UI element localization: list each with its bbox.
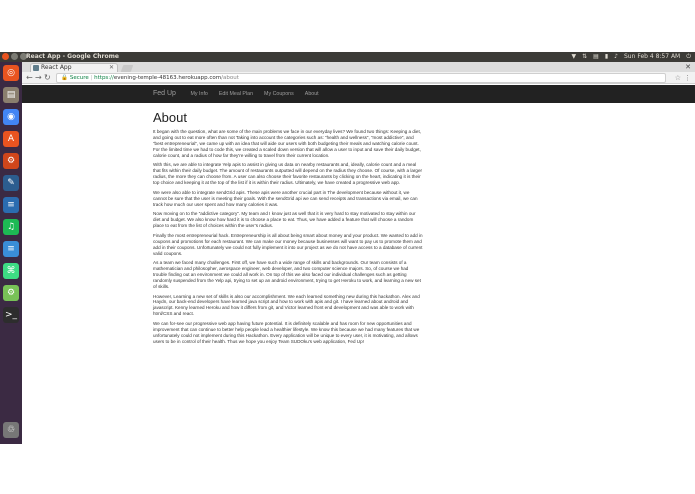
nav-links [185, 85, 324, 103]
address-bar[interactable]: 🔒 Secure | https://evening-temple-48163.herokuapp.com/about [56, 73, 666, 83]
about-paragraph: We can for-see our progressive web app having future potential. It is definitely scalable and has room for new opportunities and improvement that can continue to better help people lead a healthier lifestyle. We know this because we had many features that we unfortunately could not implement during this Hackathon. Every application will be unique to every user, it is motivating, and allows users to be in control of their health. Thus we hope you enjoy Team SUDOku’s web application, Fed Up! [153, 320, 420, 344]
files-icon[interactable]: ▤ [3, 87, 19, 103]
tab-close-icon[interactable]: ✕ [108, 64, 114, 71]
launcher-sidebar [0, 62, 22, 444]
about-paragraphs [153, 129, 423, 345]
window-close-icon[interactable]: ✕ [685, 63, 691, 71]
minimize-window-button[interactable] [11, 53, 18, 60]
terminal-icon[interactable]: >_ [3, 307, 19, 323]
secure-label: Secure [69, 75, 89, 81]
system-indicators [572, 52, 691, 62]
tab-title: React App [41, 64, 72, 71]
about-paragraph: With this, we are able to integrate Yelp apis to assist in giving us data on nearby restaurants and, ideally, calorie count and a meal that fits within their daily budget. The amount of restaurants outputted will depend on the radius they choose. Of course, with a larger radius, the more they can choose from. A user can also choose their favorite restaurants by clicking on the heart, indicating it is their top choice and keeping it at the top of the list if it is within their radius. Ultimately, we have created a progressive web app. [153, 162, 423, 186]
about-paragraph: Finally the most entrepreneurial hack. Entrepreneurship is all about being smart about money and your product. We wanted to add in coupons and promotions for each restaurant. We can make our money because businesses will want to pay us to promote them and add in their coupons. Unfortunately we could not fully implement it into our project as we do not have access to a database of current valid coupons. [153, 232, 423, 256]
nav-link-my-coupons[interactable]: My Coupons [264, 91, 294, 97]
document-icon[interactable]: ≡ [3, 197, 19, 213]
system-top-bar [0, 52, 695, 62]
reload-icon[interactable]: ↻ [44, 73, 51, 82]
input-method-icon[interactable]: ⇅ [582, 53, 588, 60]
browser-toolbar [22, 72, 695, 84]
window-controls [2, 53, 27, 60]
editor-icon[interactable]: ✎ [3, 175, 19, 191]
about-paragraph: Now moving on to the “addictive category”. My team and I know just as well that it is very hard to stay motivated to stay within our diet and budget. We also know how hard it is to choose a place to eat. Thus, we have added a feature that will choose a random place to eat from the list of choices within the user’s radius. [153, 211, 416, 229]
brand-link[interactable]: Fed Up [153, 90, 176, 97]
forward-arrow-icon[interactable]: → [35, 73, 42, 82]
about-paragraph: However, Learning a new set of skills is also our accomplishment. We each learned something new during this hackathon. Alex and Haydn, our back-end developers have learned java script and how to work with apis and git. I have learned about android and javascript. Kenny learned Heroku and how it differs from git, and Victor learned front end development and was able to work with html/CSS and react. [153, 293, 420, 317]
url-host: evening-temple-48163.herokuapp.com [113, 75, 222, 81]
close-window-button[interactable] [2, 53, 9, 60]
battery-icon[interactable]: ▮ [604, 53, 609, 60]
browser-tab-strip [22, 62, 695, 72]
app-navbar [22, 85, 695, 103]
clock[interactable]: Sun Feb 4 8:57 AM [624, 53, 681, 60]
url-scheme: https:// [94, 75, 114, 81]
tab-favicon-icon [33, 65, 39, 71]
android-icon[interactable]: ⚙ [3, 285, 19, 301]
android-studio-icon[interactable]: ⌘ [3, 263, 19, 279]
url-path: /about [221, 75, 239, 81]
ubuntu-dash-icon[interactable]: ◎ [3, 65, 19, 81]
volume-icon[interactable]: ♪ [614, 53, 618, 60]
about-paragraph: We were also able to integrate sendGrid apis. These apis were another crucial part in The development because without it, we cannot be sure that the user is meeting their goals. With the sendGrid api we can send receipts and transactions via email, we can track how much our user spent and how many calories it was. [153, 189, 418, 207]
wifi-icon[interactable]: ▼ [571, 53, 577, 60]
about-paragraph: It began with the question, what are some of the main problems we face in our everyday lives? We found two things: Keeping a diet, and going out to eat more often than not Taking into account the categories such as: “health and wellness”, “most addictive”, and “best entrepreneurial”, we came up with an idea that will aide our users with both budgeting their meals and watching calorie count. For the limited time we had to code this, we created a scaled down version that will allow a user to input and save their daily budget, calorie count, and a radius of how far they’re willing to travel from their current location. [153, 129, 422, 158]
spotify-icon[interactable]: ♫ [3, 219, 19, 235]
back-arrow-icon[interactable]: ← [26, 73, 33, 82]
new-tab-button[interactable] [121, 65, 134, 72]
network-icon[interactable]: ▤ [593, 53, 599, 60]
about-paragraph: As a team we faced many challenges. First off, we have such a wide range of skills and backgrounds. Our team consists of a mathematician and philosopher, aerospace engineer, web developer, and two computer science majors. So, of course we had trouble finding out an environment we could all work in. On top of this we also faced our individual challenges such as getting randomly suspended from the Yelp api, trying to set up an android environment, trying to get Heroku to work, and learning a new set of skills. [153, 260, 421, 289]
about-content [153, 110, 423, 348]
page-title: About [153, 110, 187, 125]
nav-link-about[interactable]: About [304, 91, 319, 97]
nav-link-edit-meal-plan[interactable]: Edit Meal Plan [218, 91, 254, 97]
browser-tab[interactable] [30, 63, 118, 72]
lock-icon: 🔒 [61, 75, 68, 81]
browser-menu-icon[interactable]: ⋮ [684, 74, 691, 82]
document-icon[interactable]: ≡ [3, 241, 19, 257]
bookmark-star-icon[interactable]: ☆ [674, 74, 681, 82]
window-title: React App - Google Chrome [26, 53, 119, 60]
power-icon[interactable]: ⏻ [686, 53, 691, 60]
chrome-icon[interactable]: ◉ [3, 109, 19, 125]
nav-link-my-info[interactable]: My Info [190, 91, 208, 97]
trash-icon[interactable]: ♲ [3, 422, 19, 438]
software-center-icon[interactable]: A [3, 131, 19, 147]
settings-icon[interactable]: ⚙ [3, 153, 19, 169]
